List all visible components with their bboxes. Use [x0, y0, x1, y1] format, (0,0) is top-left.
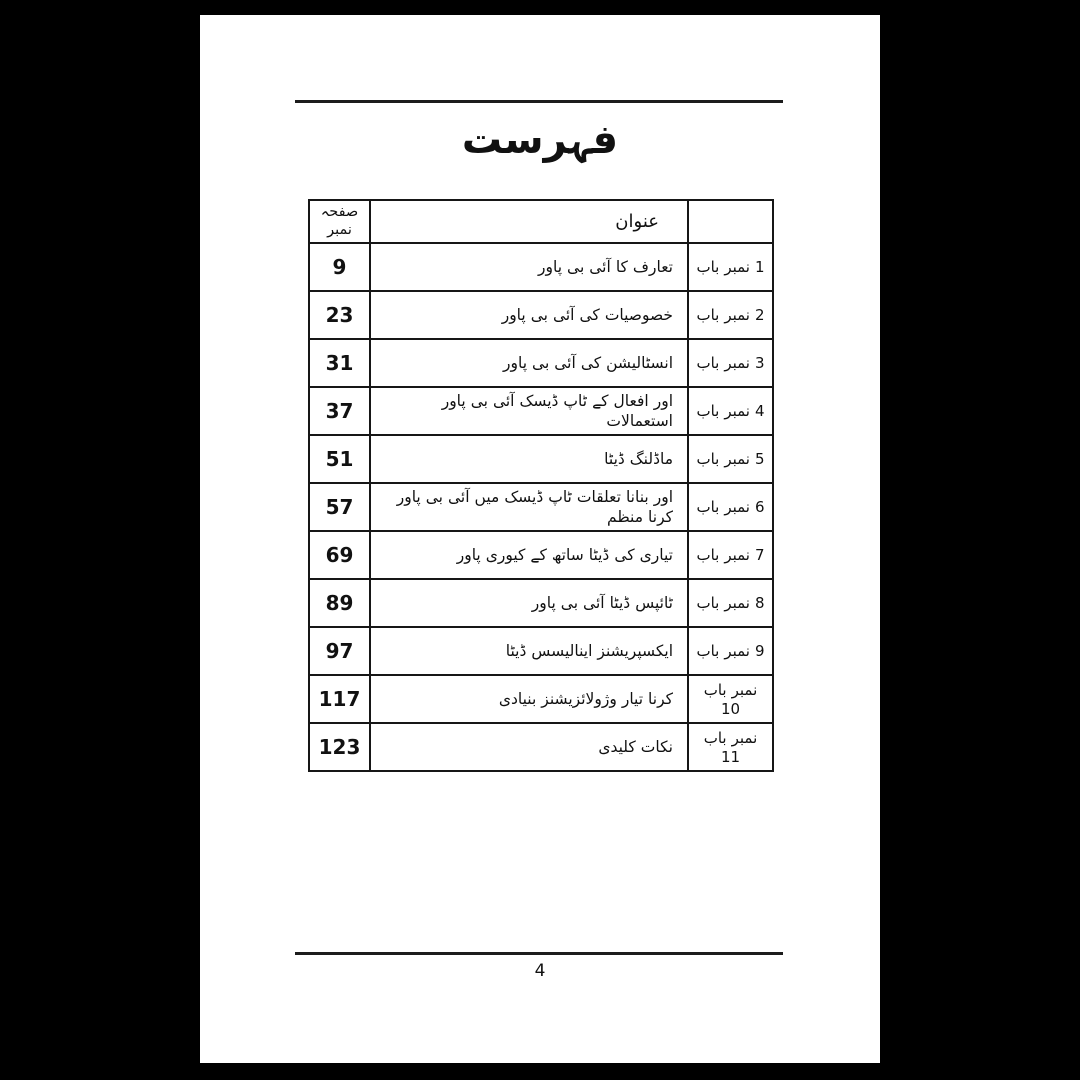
- page-title: فہرست: [461, 117, 619, 163]
- header-title-label: عنوان: [615, 210, 659, 232]
- header-page-number-label: صفحہ نمبر: [320, 203, 359, 238]
- toc-row: [309, 387, 773, 435]
- chapter-title-text: پاور بی آئی کا تعارف: [538, 257, 673, 276]
- toc-row: [309, 627, 773, 675]
- chapter-title-text: پاور بی آئی ڈیسک ٹاپ کے افعال اور استعمالات: [441, 391, 673, 430]
- chapter-number-text: باب نمبر 10: [703, 680, 758, 718]
- toc-row: [309, 339, 773, 387]
- chapter-number-text: باب نمبر 11: [703, 728, 758, 766]
- toc-row: [309, 723, 773, 771]
- chapter-title-cell: [370, 675, 688, 723]
- toc-header-row: [309, 200, 773, 243]
- chapter-number-text: باب نمبر 2: [696, 306, 765, 324]
- toc-row: [309, 291, 773, 339]
- page-number-cell: 89: [309, 579, 370, 627]
- chapter-number-cell: [688, 291, 773, 339]
- chapter-number-cell: [688, 339, 773, 387]
- chapter-number-cell: [688, 243, 773, 291]
- chapter-title-text: پاور بی آئی ڈیٹا ٹائپس: [531, 593, 673, 612]
- chapter-title-text: پاور بی آئی میں ڈیسک ٹاپ تعلقات بنانا اور منظم کرنا: [396, 487, 673, 526]
- toc-row: [309, 579, 773, 627]
- toc-row: [309, 531, 773, 579]
- chapter-title-cell: [370, 579, 688, 627]
- chapter-number-text: باب نمبر 1: [696, 258, 765, 276]
- chapter-number-cell: [688, 627, 773, 675]
- page-number-cell: 117: [309, 675, 370, 723]
- chapter-title-cell: [370, 627, 688, 675]
- chapter-title-text: کلیدی نکات: [598, 737, 673, 756]
- page-number-cell: 57: [309, 483, 370, 531]
- chapter-title-cell: [370, 291, 688, 339]
- top-rule: [295, 100, 783, 103]
- chapter-title-cell: [370, 435, 688, 483]
- chapter-title-cell: [370, 531, 688, 579]
- chapter-title-cell: [370, 723, 688, 771]
- toc-row: [309, 435, 773, 483]
- header-page-number-cell: [309, 200, 370, 243]
- chapter-number-cell: [688, 531, 773, 579]
- book-page: [200, 15, 880, 1063]
- chapter-number-cell: [688, 675, 773, 723]
- header-chapter-cell: [688, 200, 773, 243]
- page-number-cell: 69: [309, 531, 370, 579]
- chapter-title-cell: [370, 339, 688, 387]
- page-number-cell: 97: [309, 627, 370, 675]
- header-title-cell: [370, 200, 688, 243]
- page-number-cell: 9: [309, 243, 370, 291]
- bottom-rule: [295, 952, 783, 955]
- chapter-number-cell: [688, 579, 773, 627]
- chapter-title-text: پاور کیوری کے ساتھ ڈیٹا کی تیاری: [456, 545, 673, 564]
- toc-row: [309, 243, 773, 291]
- chapter-title-text: پاور بی آئی کی خصوصیات: [501, 305, 673, 324]
- chapter-title-text: بنیادی وژولائزیشنز تیار کرنا: [498, 689, 673, 708]
- chapter-title-cell: [370, 243, 688, 291]
- chapter-number-cell: [688, 723, 773, 771]
- chapter-number-text: باب نمبر 7: [696, 546, 765, 564]
- chapter-number-text: باب نمبر 3: [696, 354, 765, 372]
- page-number-cell: 51: [309, 435, 370, 483]
- page-number-cell: 37: [309, 387, 370, 435]
- chapter-number-cell: [688, 435, 773, 483]
- page-number-cell: 123: [309, 723, 370, 771]
- chapter-title-cell: [370, 387, 688, 435]
- page-number-cell: 23: [309, 291, 370, 339]
- chapter-number-text: باب نمبر 4: [696, 402, 765, 420]
- chapter-number-text: باب نمبر 5: [696, 450, 765, 468]
- chapter-title-text: ڈیٹا اینالیسس ایکسپریشنز: [505, 641, 673, 660]
- chapter-number-cell: [688, 387, 773, 435]
- toc-row: [309, 675, 773, 723]
- chapter-number-cell: [688, 483, 773, 531]
- chapter-number-text: باب نمبر 6: [696, 498, 765, 516]
- table-of-contents: [308, 199, 774, 772]
- chapter-title-text: پاور بی آئی کی انسٹالیشن: [503, 353, 673, 372]
- page-number-cell: 31: [309, 339, 370, 387]
- toc-row: [309, 483, 773, 531]
- chapter-number-text: باب نمبر 9: [696, 642, 765, 660]
- chapter-title-cell: [370, 483, 688, 531]
- chapter-number-text: باب نمبر 8: [696, 594, 765, 612]
- footer-page-number: 4: [534, 961, 546, 981]
- chapter-title-text: ڈیٹا ماڈلنگ: [604, 449, 673, 468]
